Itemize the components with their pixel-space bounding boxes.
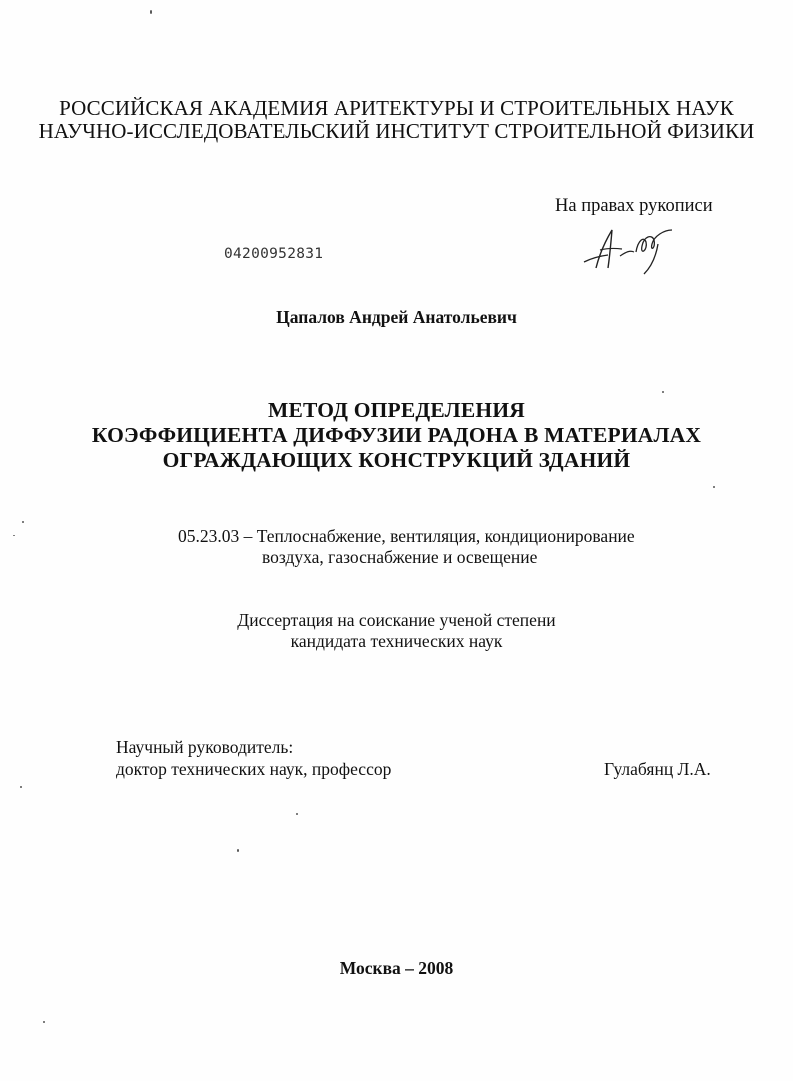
- manuscript-rights-note: На правах рукописи: [555, 196, 713, 216]
- scan-speck: [662, 391, 664, 393]
- specialty-code-line-2: воздуха, газоснабжение и освещение: [262, 547, 538, 567]
- degree-statement-line-1: Диссертация на соискание ученой степени: [237, 610, 556, 630]
- institution-name-line-1: РОССИЙСКАЯ АКАДЕМИЯ АРИТЕКТУРЫ И СТРОИТЕЛЬНЫХ НАУК: [59, 96, 734, 120]
- dissertation-title-line-3: ОГРАЖДАЮЩИХ КОНСТРУКЦИЙ ЗДАНИЙ: [162, 448, 631, 472]
- supervisor-label: Научный руководитель:: [116, 737, 294, 757]
- supervisor-name: Гулабянц Л.А.: [604, 759, 711, 779]
- specialty-code-line-1: 05.23.03 – Теплоснабжение, вентиляция, кондиционирование: [178, 526, 635, 546]
- scan-speck: [13, 535, 15, 536]
- scan-speck: [296, 813, 298, 815]
- dissertation-title-line-1: МЕТОД ОПРЕДЕЛЕНИЯ: [267, 398, 525, 422]
- scan-speck: [150, 10, 152, 14]
- scan-speck: [22, 521, 24, 523]
- scan-speck: [713, 486, 715, 488]
- scan-speck: [20, 786, 22, 788]
- scan-speck: [237, 849, 239, 852]
- degree-statement-line-2: кандидата технических наук: [290, 631, 503, 651]
- dissertation-title-line-2: КОЭФФИЦИЕНТА ДИФФУЗИИ РАДОНА В МАТЕРИАЛАХ: [91, 423, 702, 447]
- place-and-year: Москва – 2008: [339, 958, 454, 978]
- institution-name-line-2: НАУЧНО-ИССЛЕДОВАТЕЛЬСКИЙ ИНСТИТУТ СТРОИТЕЛЬНОЙ ФИЗИКИ: [38, 119, 755, 143]
- author-name: Цапалов Андрей Анатольевич: [276, 307, 517, 327]
- supervisor-credentials: доктор технических наук, профессор: [116, 759, 392, 779]
- document-registration-number: 04200952831: [224, 246, 324, 262]
- scan-speck: [43, 1021, 45, 1023]
- signature-icon: [578, 222, 688, 278]
